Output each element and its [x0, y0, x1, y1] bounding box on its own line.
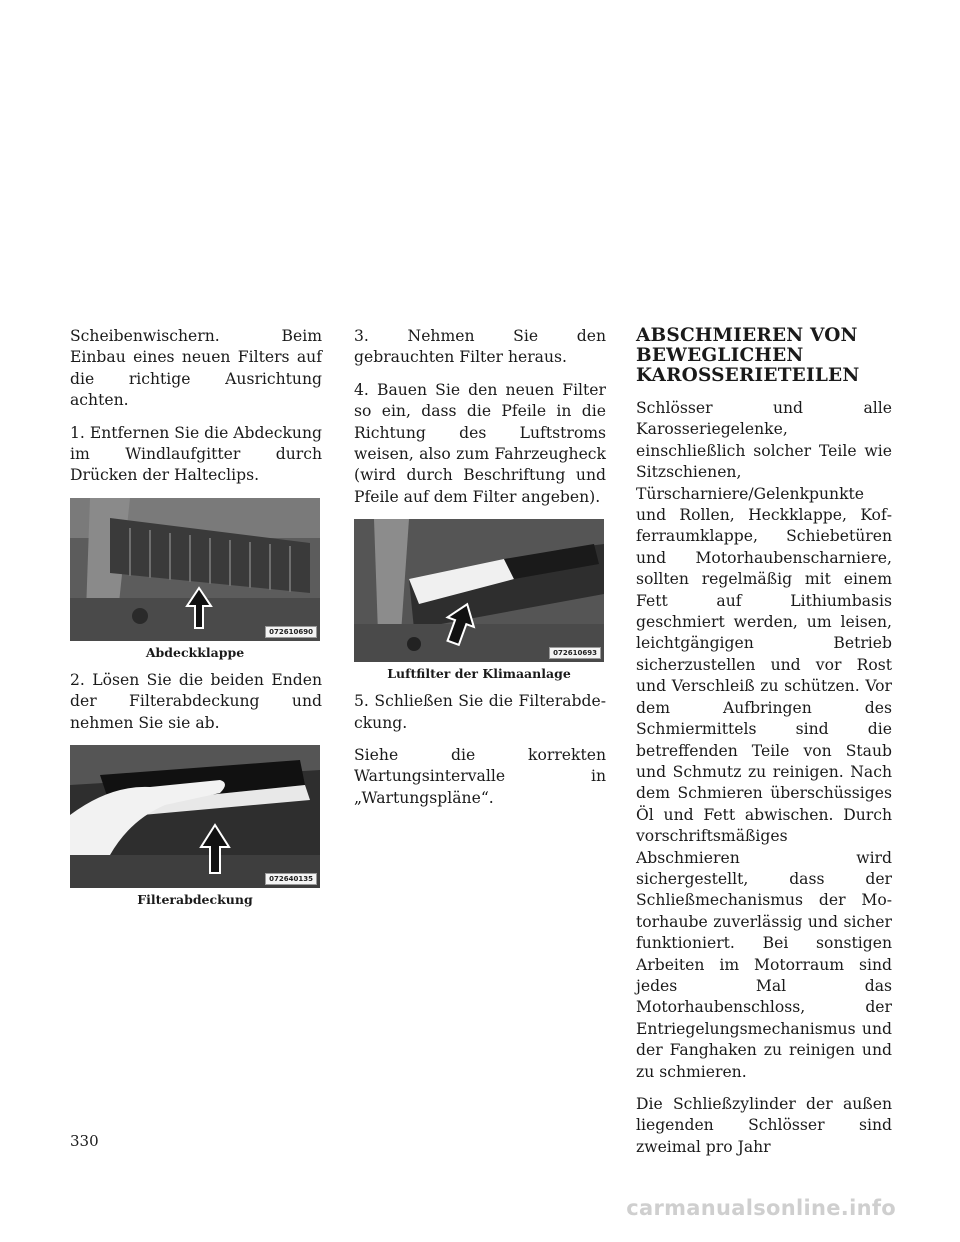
image-code: 072640135: [265, 873, 317, 885]
heading-line-3: KAROSSERIETEILEN: [636, 365, 860, 386]
watermark: carmanualsonline.info: [626, 1196, 896, 1220]
step-4: 4. Bauen Sie den neuen Filter so ein, dass die Pfeile in die Richtung des Luftstroms weisen, also zum Fahrzeugheck (wird durch Beschriftung und Pfeile auf dem Filter angeben).: [354, 380, 606, 506]
section-heading: [636, 326, 892, 386]
column-left: [70, 326, 322, 917]
page-number: 330: [70, 1132, 99, 1150]
step-5: 5. Schließen Sie die Filterabdeckung.: [354, 692, 606, 732]
image-code: 072610693: [549, 647, 601, 659]
maintenance-reference: Siehe die korrekten Wartungsintervalle in „Wartungspläne“.: [354, 746, 606, 807]
heading-line-1: ABSCHMIEREN VON: [636, 325, 858, 346]
step-3: 3. Nehmen Sie den gebrauchten Filter heraus.: [354, 327, 606, 367]
paragraph-intro: Scheibenwischern. Beim Einbau eines neuen Filters auf die richtige Ausrichtung achten.: [70, 327, 322, 410]
heading-line-2: BEWEGLICHEN: [636, 345, 804, 366]
figure-air-filter: [354, 519, 604, 662]
column-middle: [354, 326, 606, 820]
step-2: 2. Lösen Sie die beiden Enden der Filterabdeckung und nehmen Sie sie ab.: [70, 670, 322, 732]
air-filter-photo: [354, 519, 604, 662]
filter-cover-photo: [70, 745, 320, 888]
step-1: 1. Entfernen Sie die Abdeckung im Windlaufgitter durch Drücken der Halteclips.: [70, 423, 322, 485]
caption-cowl-cover: Abdeckklappe: [145, 644, 245, 660]
caption-filter-cover: Filterabdeckung: [137, 892, 253, 908]
column-right: [636, 326, 892, 1169]
figure-cowl-cover: [70, 498, 320, 641]
image-code: 072610690: [265, 626, 317, 638]
lubrication-paragraph: Schlösser und alle Karosseriegelenke, einschließlich solcher Teile wie Sitzschienen, Türscharniere/Gelenkpunkte und Rollen, Heckklappe, Kofferraumklappe, Schiebetüren und Motorhaubenscharniere, sollten regelmäßig mit einem Fett auf Lithiumbasis geschmiert werden, um leisen, leichtgängigen Betrieb sicherzustellen und vor Rost und Verschleiß zu schützen. Vor dem Aufbringen des Schmiermittels sind die betreffenden Teile von Staub und Schmutz zu reinigen. Nach dem Schmieren überschüssiges Öl und Fett abwischen. Durch vorschriftsmäßiges Abschmieren wird sichergestellt, dass der Schließmechanismus der Motorhaube zuverlässig und sicher funktioniert. Bei sonstigen Arbeiten im Motorraum sind jedes Mal das Motorhaubenschloss, der Entriegelungsmechanismus und der Fanghaken zu reinigen und zu schmieren.: [636, 399, 892, 1081]
figure-filter-cover: [70, 745, 320, 888]
lock-cylinder-paragraph: Die Schließzylinder der außen liegenden Schlösser sind zweimal pro Jahr: [636, 1095, 892, 1156]
cowl-cover-photo: [70, 498, 320, 641]
caption-air-filter: Luftfilter der Klimaanlage: [387, 666, 571, 682]
